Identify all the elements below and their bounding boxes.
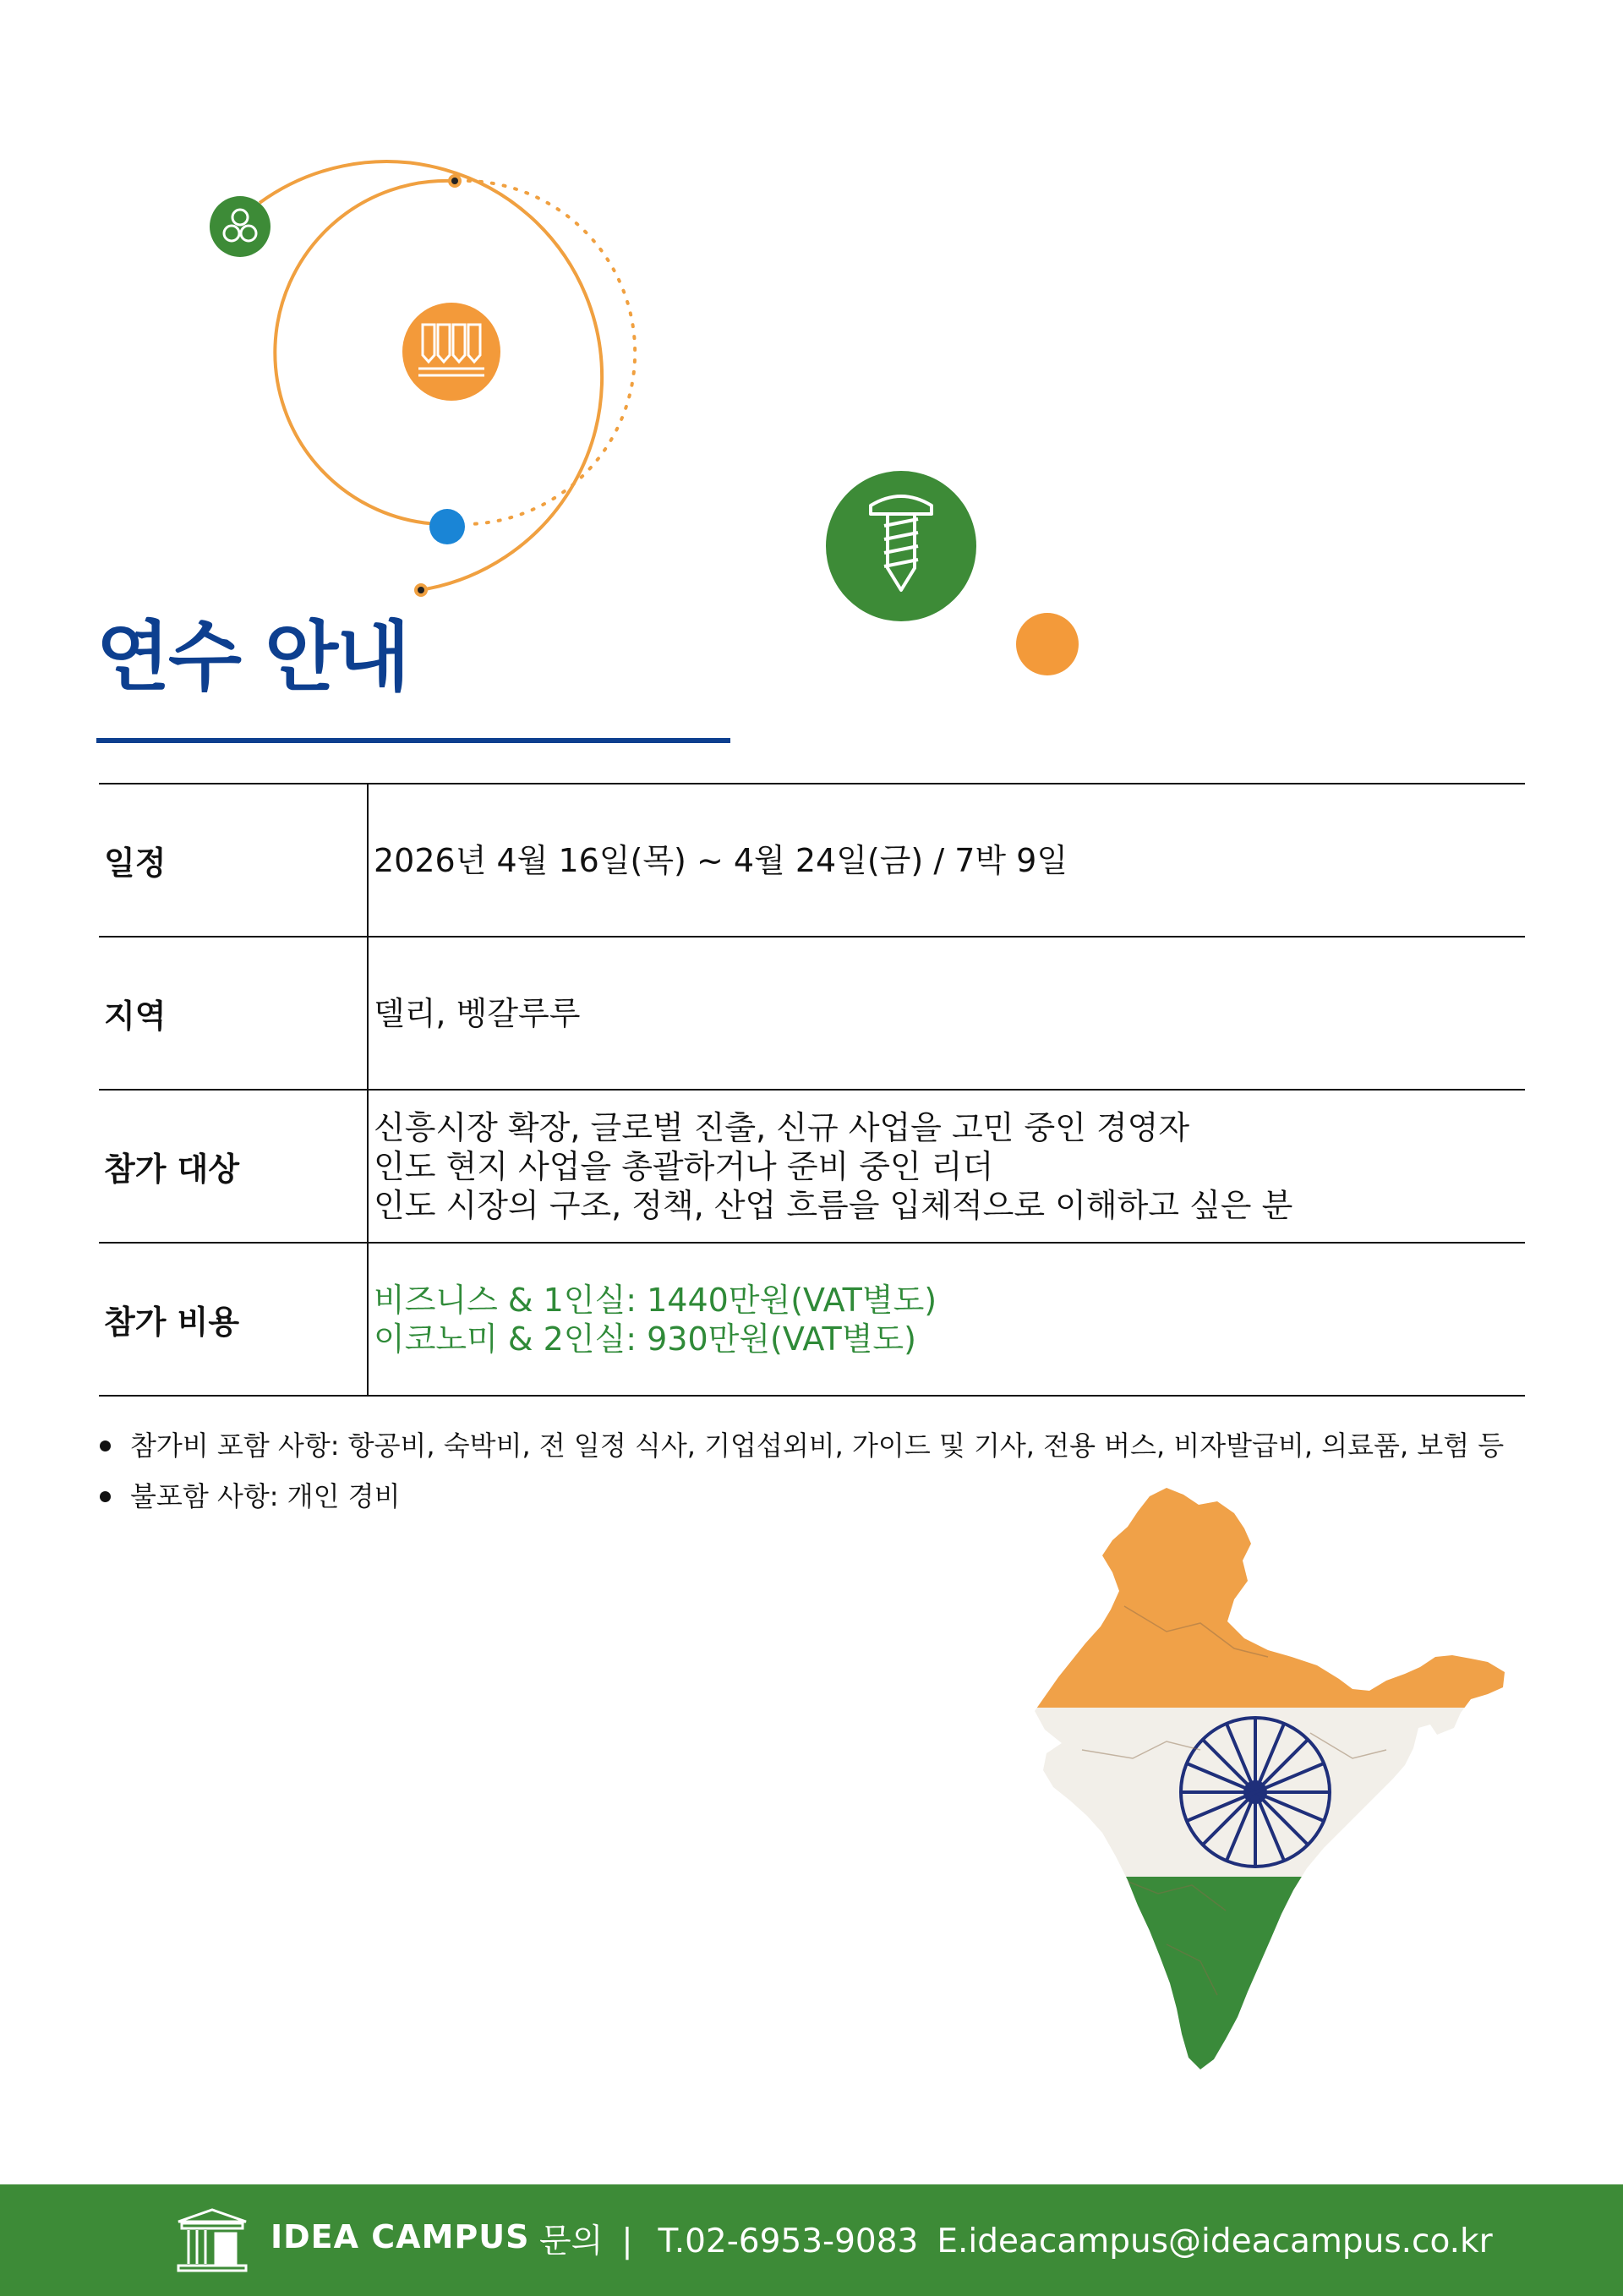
phone-number: T.02-6953-9083 [658, 2222, 919, 2260]
email-address: E.ideacampus@ideacampus.co.kr [937, 2222, 1493, 2260]
region-value: 델리, 벵갈루루 [374, 994, 581, 1032]
schedule-value: 2026년 4월 16일(목) ~ 4월 24일(금) / 7박 9일 [374, 841, 1068, 879]
table-row-schedule [99, 784, 1525, 937]
region-label: 지역 [99, 937, 368, 1090]
screw-icon [826, 471, 976, 621]
list-item: 참가비 포함 사항: 항공비, 숙박비, 전 일정 식사, 기업섭외비, 가이드 및 기사, 전용 버스, 비자발급비, 의료품, 보험 등 [96, 1420, 1533, 1471]
cost-line: 비즈니스 & 1인실: 1440만원(VAT별도) [374, 1281, 937, 1319]
target-label: 참가 대상 [99, 1090, 368, 1243]
target-line: 인도 현지 사업을 총괄하거나 준비 중인 리더 [374, 1147, 994, 1185]
target-value [368, 1090, 1525, 1243]
target-line: 인도 시장의 구조, 정책, 산업 흐름을 입체적으로 이해하고 싶은 분 [374, 1186, 1293, 1224]
building-columns-icon [173, 2205, 251, 2276]
india-flag-map-icon [913, 1353, 1623, 2147]
footer-bar [0, 2184, 1623, 2296]
target-line: 신흥시장 확장, 글로벌 진출, 신규 사업을 고민 중인 경영자 [374, 1108, 1190, 1146]
inquiry-label: 문의 [539, 2222, 604, 2260]
molecule-icon [210, 196, 270, 257]
page-title: 연수 안내 [96, 613, 409, 702]
table-row-region [99, 937, 1525, 1090]
title-underline [96, 738, 730, 743]
table-row-target [99, 1090, 1525, 1243]
contact-info [539, 2215, 1493, 2262]
schedule-label: 일정 [99, 784, 368, 937]
program-info-table [99, 783, 1525, 1397]
list-item: 불포함 사항: 개인 경비 [96, 1471, 1533, 1522]
bolts-icon [402, 303, 500, 401]
cost-label: 참가 비용 [99, 1243, 368, 1396]
cost-line: 이코노미 & 2인실: 930만원(VAT별도) [374, 1320, 916, 1358]
brand-name: IDEA CAMPUS [270, 2218, 530, 2255]
contact-separator: | [621, 2222, 633, 2260]
